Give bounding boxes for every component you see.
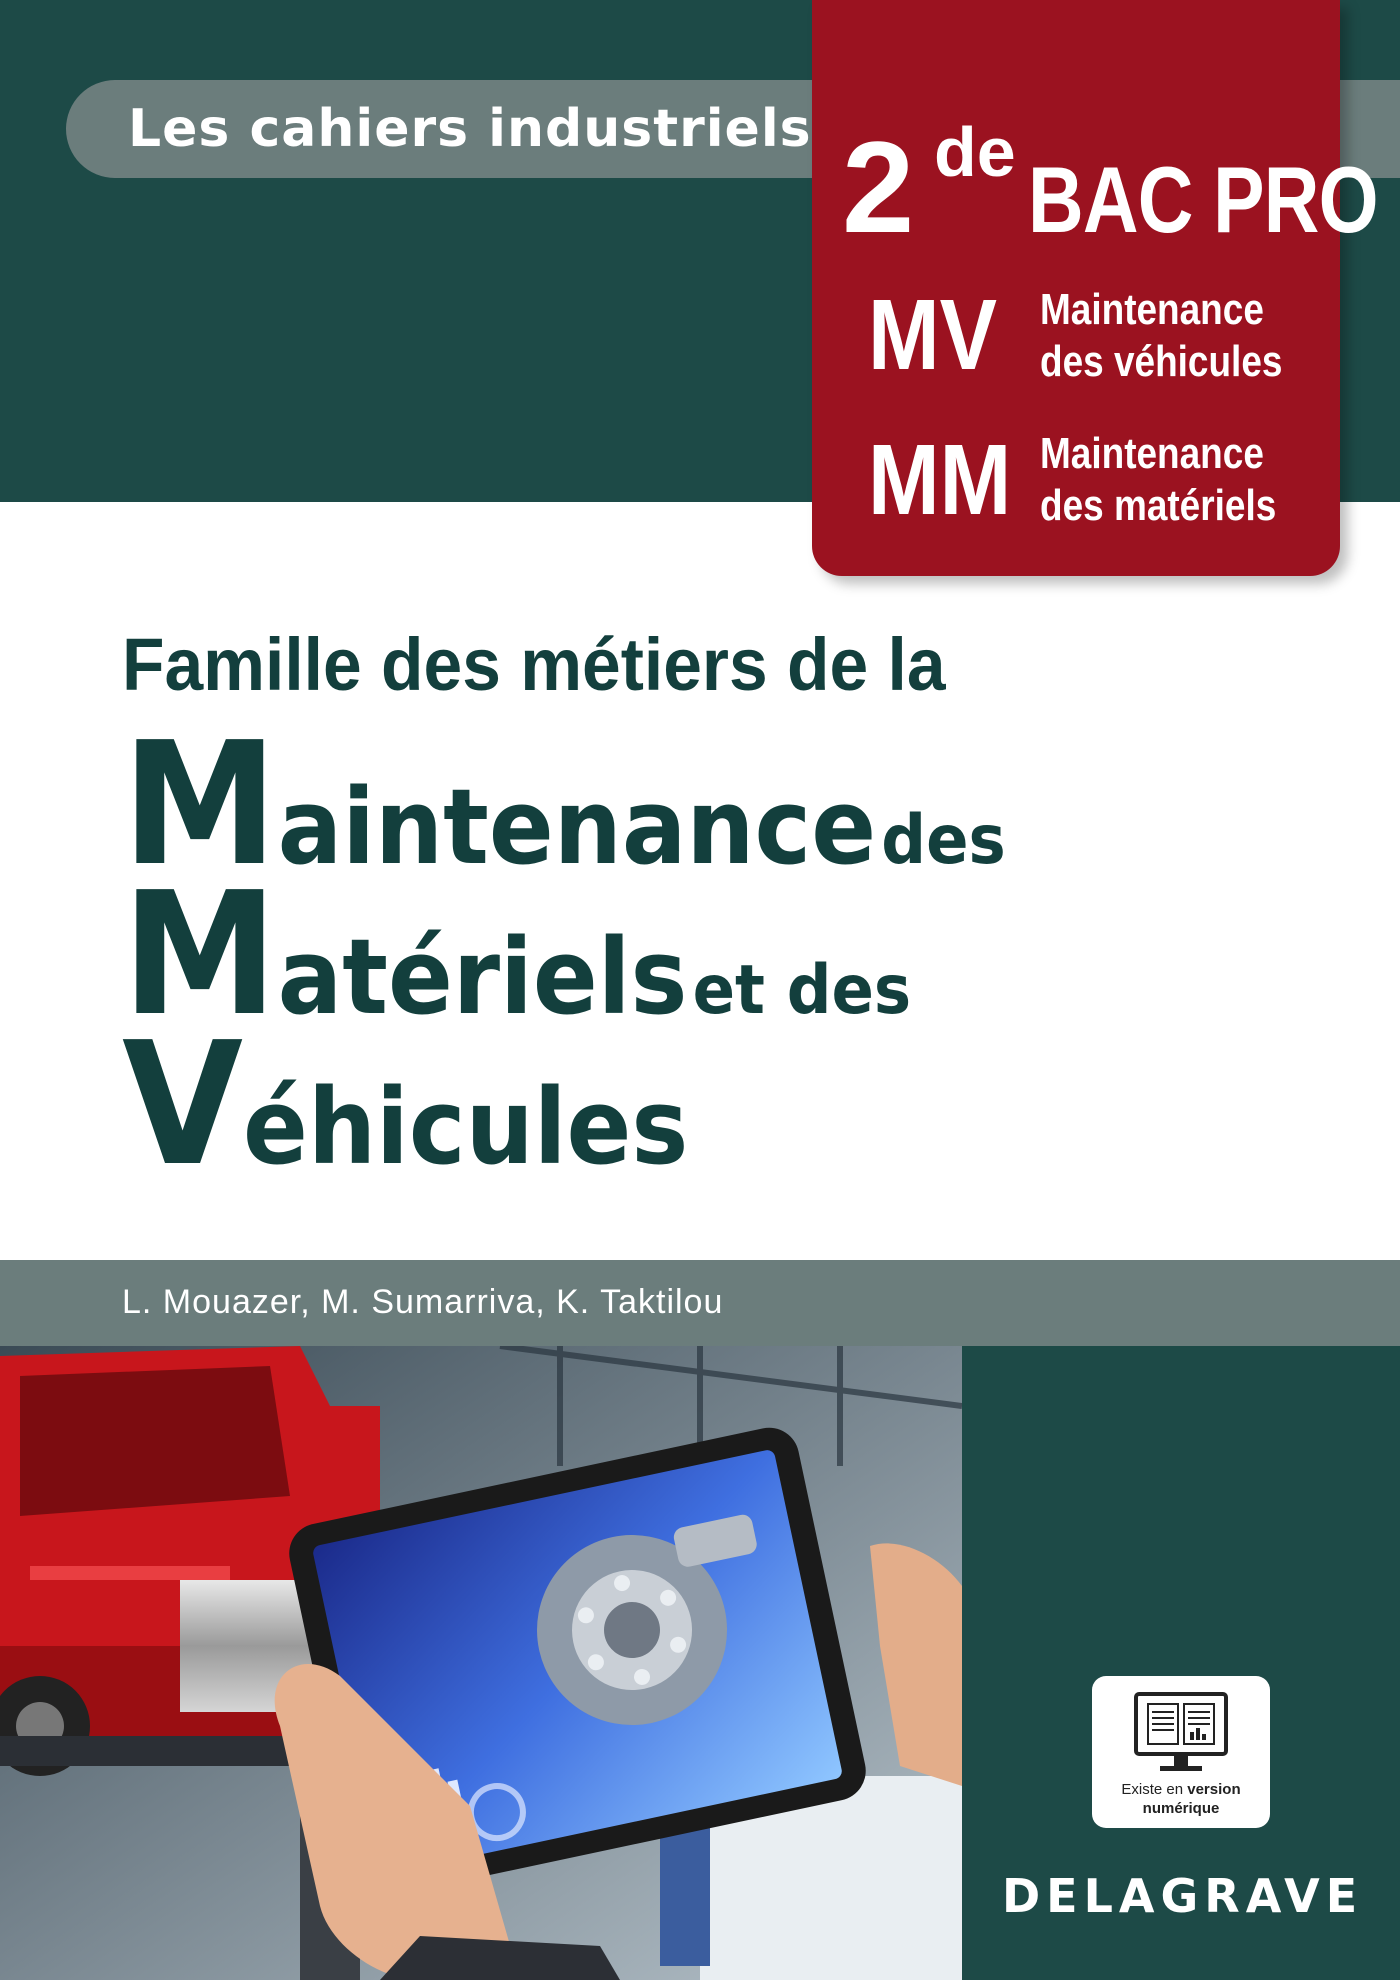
cover-photo: [0, 1346, 962, 1980]
specialty-mm-name: [1040, 428, 1276, 532]
monitor-book-icon: [1132, 1690, 1230, 1776]
title-initial: V: [122, 1006, 244, 1204]
title-initial: M: [122, 856, 278, 1054]
specialty-mm-line1: Maintenance: [1040, 429, 1264, 478]
specialty-mv-line2: des véhicules: [1040, 337, 1283, 386]
title-row-vehicules: [122, 1006, 689, 1204]
title-word: aintenance: [277, 766, 877, 888]
diploma-label: BAC PRO: [1028, 147, 1378, 252]
title-connector: des: [881, 801, 1006, 880]
series-label: Les cahiers industriels: [128, 99, 812, 159]
digital-text-bold: version: [1187, 1781, 1241, 1798]
title-connector: et des: [692, 951, 912, 1030]
digital-version-text: [1092, 1780, 1270, 1818]
specialty-mm-abbr: MM: [868, 424, 1012, 536]
specialty-mm-line2: des matériels: [1040, 481, 1277, 530]
specialty-mv-line1: Maintenance: [1040, 285, 1264, 334]
digital-text-pre: Existe en: [1121, 1781, 1188, 1798]
title-intro: Famille des métiers de la: [122, 623, 946, 706]
grade-number: 2: [842, 114, 913, 260]
level-box: [812, 0, 1378, 576]
authors: L. Mouazer, M. Sumarriva, K. Taktilou: [122, 1283, 724, 1321]
title-initial: M: [122, 706, 278, 904]
specialty-mv-abbr: MV: [868, 279, 997, 391]
title-word: atériels: [277, 916, 688, 1038]
digital-text-line2: numérique: [1142, 1800, 1220, 1817]
publisher-logo: DELAGRAVE: [1002, 1869, 1364, 1923]
digital-version-badge: [1092, 1676, 1270, 1828]
grade-suffix: de: [934, 113, 1016, 191]
specialty-mv-name: [1040, 284, 1282, 388]
title-word: éhicules: [243, 1066, 689, 1188]
